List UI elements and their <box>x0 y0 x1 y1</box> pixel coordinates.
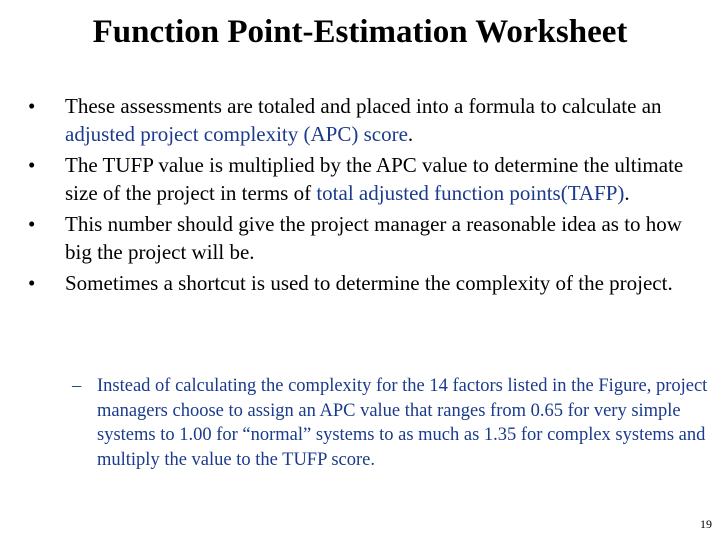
page-number: 19 <box>700 517 712 531</box>
bullet-item <box>28 210 698 266</box>
bullet-text: This number should give the project manager a reasonable idea as to how big the project will be. <box>65 212 682 264</box>
slide-title: Function Point-Estimation Worksheet <box>92 14 628 50</box>
bullet-item <box>28 151 698 207</box>
bullet-marker: • <box>28 94 36 118</box>
bullet-text-end: . <box>624 181 630 205</box>
bullet-list <box>28 92 698 300</box>
bullet-marker: • <box>28 271 36 295</box>
bullet-text: The TUFP value is multiplied by the APC value to determine the ultimate size of the project in terms of <box>65 153 684 205</box>
sub-bullet-marker: – <box>72 376 82 396</box>
bullet-item <box>28 269 698 297</box>
bullet-text: These assessments are totaled and placed into a formula to calculate an <box>65 94 662 118</box>
bullet-text: Sometimes a shortcut is used to determine the complexity of the project. <box>65 271 673 295</box>
sub-bullet-item <box>72 374 717 472</box>
bullet-item <box>28 92 698 148</box>
highlighted-term: adjusted project complexity (APC) score <box>65 122 408 146</box>
bullet-marker: • <box>28 212 36 236</box>
bullet-text-end: . <box>407 122 414 146</box>
bullet-marker: • <box>28 153 36 177</box>
sub-bullet-text: Instead of calculating the complexity for the 14 factors listed in the Figure, project managers choose to assign an APC value that ranges from 0.65 for very simple systems to 1.00 for “normal” systems to as much as 1.35 for complex systems and multiply the value to the TUFP score. <box>97 376 708 470</box>
highlighted-term: total adjusted function points(TAFP) <box>316 181 625 205</box>
